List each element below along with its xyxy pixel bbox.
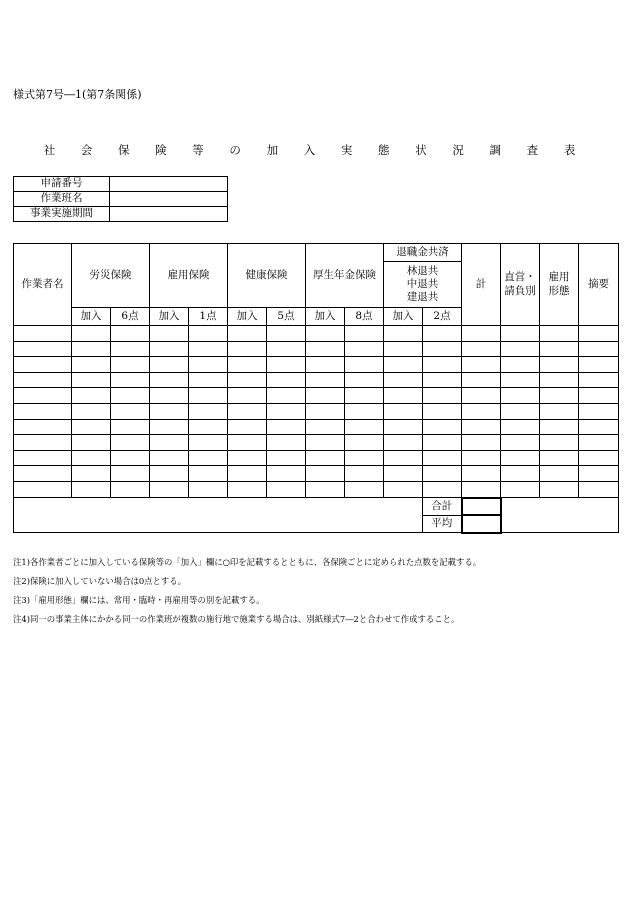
table-cell[interactable] bbox=[501, 372, 540, 388]
table-cell[interactable] bbox=[150, 466, 189, 482]
table-cell[interactable] bbox=[267, 419, 306, 435]
table-cell[interactable] bbox=[501, 341, 540, 357]
table-cell[interactable] bbox=[306, 357, 345, 373]
table-cell[interactable] bbox=[14, 466, 72, 482]
table-cell[interactable] bbox=[189, 450, 228, 466]
table-cell[interactable] bbox=[423, 403, 462, 419]
table-cell[interactable] bbox=[423, 326, 462, 342]
table-cell[interactable] bbox=[579, 403, 619, 419]
table-cell[interactable] bbox=[423, 357, 462, 373]
table-cell[interactable] bbox=[423, 435, 462, 451]
table-cell[interactable] bbox=[462, 450, 501, 466]
header-rosai-kanyu: 加入 bbox=[72, 308, 111, 326]
table-cell[interactable] bbox=[384, 388, 423, 404]
table-cell[interactable] bbox=[14, 326, 72, 342]
table-cell[interactable] bbox=[540, 435, 579, 451]
table-cell[interactable] bbox=[540, 372, 579, 388]
header-taishoku-points: 2点 bbox=[423, 308, 462, 326]
table-cell[interactable] bbox=[384, 357, 423, 373]
table-cell[interactable] bbox=[306, 466, 345, 482]
info-value-application-number[interactable] bbox=[110, 177, 228, 192]
header-kosei: 厚生年金保険 bbox=[306, 244, 384, 308]
table-cell[interactable] bbox=[423, 450, 462, 466]
table-cell[interactable] bbox=[384, 403, 423, 419]
table-cell[interactable] bbox=[189, 466, 228, 482]
info-label-application-number: 申請番号 bbox=[14, 177, 110, 192]
table-cell[interactable] bbox=[462, 435, 501, 451]
table-cell[interactable] bbox=[540, 450, 579, 466]
table-cell[interactable] bbox=[228, 481, 267, 497]
table-cell[interactable] bbox=[111, 357, 150, 373]
table-row bbox=[14, 481, 619, 497]
info-label-work-team: 作業班名 bbox=[14, 192, 110, 207]
table-cell[interactable] bbox=[72, 466, 111, 482]
table-cell[interactable] bbox=[462, 388, 501, 404]
note-4: 注4)同一の事業主体にかかる同一の作業班が複数の施行地で施業する場合は、別紙様式7―2と合わせて作成すること。 bbox=[13, 614, 460, 624]
header-koyo-kanyu: 加入 bbox=[150, 308, 189, 326]
average-value[interactable] bbox=[462, 515, 501, 533]
table-row bbox=[14, 450, 619, 466]
table-cell[interactable] bbox=[540, 388, 579, 404]
table-cell[interactable] bbox=[228, 388, 267, 404]
table-cell[interactable] bbox=[306, 326, 345, 342]
table-cell[interactable] bbox=[72, 341, 111, 357]
table-cell[interactable] bbox=[384, 466, 423, 482]
table-cell[interactable] bbox=[462, 326, 501, 342]
header-taishoku-kanyu: 加入 bbox=[384, 308, 423, 326]
table-cell[interactable] bbox=[72, 403, 111, 419]
data-rows bbox=[14, 326, 619, 498]
table-cell[interactable] bbox=[384, 481, 423, 497]
total-row-blank bbox=[14, 498, 423, 516]
table-cell[interactable] bbox=[150, 326, 189, 342]
header-kenko-kanyu: 加入 bbox=[228, 308, 267, 326]
table-cell[interactable] bbox=[540, 403, 579, 419]
table-cell[interactable] bbox=[228, 435, 267, 451]
header-koyo: 雇用保険 bbox=[150, 244, 228, 308]
table-row bbox=[14, 466, 619, 482]
table-cell[interactable] bbox=[345, 341, 384, 357]
table-cell[interactable] bbox=[72, 450, 111, 466]
table-cell[interactable] bbox=[267, 372, 306, 388]
table-cell[interactable] bbox=[345, 357, 384, 373]
table-cell[interactable] bbox=[150, 450, 189, 466]
table-cell[interactable] bbox=[267, 388, 306, 404]
table-row bbox=[14, 357, 619, 373]
total-label: 合計 bbox=[423, 498, 462, 516]
table-cell[interactable] bbox=[540, 419, 579, 435]
table-cell[interactable] bbox=[579, 388, 619, 404]
header-kosei-kanyu: 加入 bbox=[306, 308, 345, 326]
table-cell[interactable] bbox=[72, 357, 111, 373]
table-cell[interactable] bbox=[150, 419, 189, 435]
table-cell[interactable] bbox=[501, 388, 540, 404]
info-label-period: 事業実施期間 bbox=[14, 207, 110, 222]
taishoku-type-kentaikyo: 建退共 bbox=[406, 291, 439, 304]
header-rosai: 労災保険 bbox=[72, 244, 150, 308]
table-cell[interactable] bbox=[501, 326, 540, 342]
table-cell[interactable] bbox=[228, 326, 267, 342]
table-cell[interactable] bbox=[111, 466, 150, 482]
table-cell[interactable] bbox=[306, 388, 345, 404]
table-cell[interactable] bbox=[189, 326, 228, 342]
total-row-blank-right bbox=[501, 498, 619, 516]
table-cell[interactable] bbox=[579, 372, 619, 388]
table-cell[interactable] bbox=[267, 450, 306, 466]
table-cell[interactable] bbox=[228, 450, 267, 466]
table-cell[interactable] bbox=[540, 481, 579, 497]
table-cell[interactable] bbox=[384, 419, 423, 435]
info-row bbox=[14, 177, 228, 192]
table-cell[interactable] bbox=[345, 403, 384, 419]
table-cell[interactable] bbox=[384, 372, 423, 388]
table-cell[interactable] bbox=[501, 481, 540, 497]
form-code: 様式第7号―1(第7条関係) bbox=[13, 88, 142, 101]
table-cell[interactable] bbox=[111, 435, 150, 451]
table-row bbox=[14, 388, 619, 404]
table-cell[interactable] bbox=[267, 357, 306, 373]
table-cell[interactable] bbox=[267, 403, 306, 419]
table-cell[interactable] bbox=[306, 450, 345, 466]
table-cell[interactable] bbox=[228, 372, 267, 388]
table-cell[interactable] bbox=[579, 326, 619, 342]
table-cell[interactable] bbox=[228, 403, 267, 419]
table-cell[interactable] bbox=[267, 481, 306, 497]
table-cell[interactable] bbox=[501, 435, 540, 451]
info-row bbox=[14, 192, 228, 207]
header-worker-name: 作業者名 bbox=[14, 244, 72, 326]
table-cell[interactable] bbox=[111, 403, 150, 419]
header-direct-contract-line2: 請負別 bbox=[504, 284, 536, 297]
table-cell[interactable] bbox=[189, 357, 228, 373]
table-cell[interactable] bbox=[579, 466, 619, 482]
table-cell[interactable] bbox=[150, 388, 189, 404]
table-cell[interactable] bbox=[345, 435, 384, 451]
header-employment-type-line2: 形態 bbox=[548, 284, 570, 297]
header-koyo-points: 1点 bbox=[189, 308, 228, 326]
table-cell[interactable] bbox=[14, 419, 72, 435]
info-value-period[interactable] bbox=[110, 207, 228, 222]
table-cell[interactable] bbox=[384, 435, 423, 451]
table-cell[interactable] bbox=[267, 341, 306, 357]
table-cell[interactable] bbox=[150, 403, 189, 419]
table-cell[interactable] bbox=[111, 481, 150, 497]
table-cell[interactable] bbox=[14, 388, 72, 404]
table-cell[interactable] bbox=[384, 450, 423, 466]
header-total: 計 bbox=[462, 244, 501, 326]
survey-table bbox=[13, 243, 619, 534]
table-cell[interactable] bbox=[423, 419, 462, 435]
table-cell[interactable] bbox=[189, 403, 228, 419]
average-row bbox=[14, 515, 619, 533]
table-cell[interactable] bbox=[189, 372, 228, 388]
table-cell[interactable] bbox=[384, 341, 423, 357]
table-cell[interactable] bbox=[14, 357, 72, 373]
table-cell[interactable] bbox=[462, 372, 501, 388]
table-cell[interactable] bbox=[228, 466, 267, 482]
total-row bbox=[14, 498, 619, 516]
table-cell[interactable] bbox=[540, 466, 579, 482]
table-cell[interactable] bbox=[423, 341, 462, 357]
table-cell[interactable] bbox=[462, 357, 501, 373]
table-cell[interactable] bbox=[189, 419, 228, 435]
table-cell[interactable] bbox=[228, 419, 267, 435]
table-row bbox=[14, 419, 619, 435]
table-cell[interactable] bbox=[306, 372, 345, 388]
table-cell[interactable] bbox=[384, 326, 423, 342]
header-kosei-points: 8点 bbox=[345, 308, 384, 326]
table-cell[interactable] bbox=[345, 372, 384, 388]
table-cell[interactable] bbox=[14, 341, 72, 357]
table-cell[interactable] bbox=[150, 341, 189, 357]
table-cell[interactable] bbox=[72, 481, 111, 497]
table-cell[interactable] bbox=[14, 450, 72, 466]
table-cell[interactable] bbox=[14, 481, 72, 497]
table-cell[interactable] bbox=[306, 419, 345, 435]
table-cell[interactable] bbox=[423, 388, 462, 404]
table-cell[interactable] bbox=[150, 357, 189, 373]
table-cell[interactable] bbox=[189, 341, 228, 357]
table-cell[interactable] bbox=[345, 481, 384, 497]
table-cell[interactable] bbox=[150, 372, 189, 388]
header-employment-type-line1: 雇用 bbox=[548, 271, 570, 284]
table-cell[interactable] bbox=[462, 419, 501, 435]
header-employment-type bbox=[540, 244, 579, 326]
table-cell[interactable] bbox=[501, 403, 540, 419]
info-value-work-team[interactable] bbox=[110, 192, 228, 207]
table-cell[interactable] bbox=[14, 435, 72, 451]
info-table bbox=[13, 176, 228, 222]
table-cell[interactable] bbox=[306, 481, 345, 497]
table-cell[interactable] bbox=[306, 435, 345, 451]
table-cell[interactable] bbox=[150, 481, 189, 497]
table-cell[interactable] bbox=[501, 466, 540, 482]
table-row bbox=[14, 403, 619, 419]
note-2: 注2)保険に加入していない場合は0点とする。 bbox=[13, 576, 187, 586]
table-cell[interactable] bbox=[501, 419, 540, 435]
table-cell[interactable] bbox=[189, 435, 228, 451]
average-row-blank bbox=[14, 515, 423, 533]
table-cell[interactable] bbox=[540, 326, 579, 342]
table-cell[interactable] bbox=[579, 481, 619, 497]
table-cell[interactable] bbox=[267, 466, 306, 482]
table-cell[interactable] bbox=[150, 435, 189, 451]
table-cell[interactable] bbox=[306, 341, 345, 357]
taishoku-type-chutaikyo: 中退共 bbox=[406, 277, 439, 290]
header-direct-contract bbox=[501, 244, 540, 326]
table-cell[interactable] bbox=[306, 403, 345, 419]
table-cell[interactable] bbox=[345, 326, 384, 342]
table-cell[interactable] bbox=[228, 357, 267, 373]
table-cell[interactable] bbox=[111, 372, 150, 388]
table-cell[interactable] bbox=[111, 388, 150, 404]
table-cell[interactable] bbox=[345, 450, 384, 466]
table-cell[interactable] bbox=[189, 388, 228, 404]
table-cell[interactable] bbox=[423, 466, 462, 482]
table-cell[interactable] bbox=[423, 372, 462, 388]
table-cell[interactable] bbox=[462, 403, 501, 419]
info-row bbox=[14, 207, 228, 222]
table-row bbox=[14, 372, 619, 388]
table-cell[interactable] bbox=[423, 481, 462, 497]
note-1: 注1)各作業者ごとに加入している保険等の「加入」欄に○印を記載するとともに、各保険ごとに定められた点数を記載する。 bbox=[13, 557, 482, 567]
table-cell[interactable] bbox=[72, 388, 111, 404]
header-direct-contract-line1: 直営・ bbox=[504, 271, 536, 284]
table-cell[interactable] bbox=[72, 419, 111, 435]
table-cell[interactable] bbox=[579, 341, 619, 357]
header-taishoku-types bbox=[384, 262, 462, 308]
table-cell[interactable] bbox=[540, 341, 579, 357]
average-row-blank-right bbox=[501, 515, 619, 533]
header-taishoku: 退職金共済 bbox=[384, 244, 462, 262]
note-3: 注3)「雇用形態」欄には、常用・臨時・再雇用等の別を記載する。 bbox=[13, 595, 265, 605]
table-cell[interactable] bbox=[267, 326, 306, 342]
header-kenko-points: 5点 bbox=[267, 308, 306, 326]
table-cell[interactable] bbox=[462, 466, 501, 482]
total-value[interactable] bbox=[462, 498, 501, 516]
table-cell[interactable] bbox=[72, 435, 111, 451]
table-cell[interactable] bbox=[501, 357, 540, 373]
header-kenko: 健康保険 bbox=[228, 244, 306, 308]
table-cell[interactable] bbox=[579, 450, 619, 466]
table-cell[interactable] bbox=[579, 357, 619, 373]
table-cell[interactable] bbox=[267, 435, 306, 451]
table-cell[interactable] bbox=[579, 419, 619, 435]
table-row bbox=[14, 341, 619, 357]
table-cell[interactable] bbox=[345, 466, 384, 482]
table-cell[interactable] bbox=[111, 419, 150, 435]
table-cell[interactable] bbox=[462, 341, 501, 357]
table-cell[interactable] bbox=[189, 481, 228, 497]
taishoku-type-rintaikyo: 林退共 bbox=[406, 264, 439, 277]
table-cell[interactable] bbox=[228, 341, 267, 357]
table-row bbox=[14, 435, 619, 451]
table-cell[interactable] bbox=[14, 372, 72, 388]
table-cell[interactable] bbox=[540, 357, 579, 373]
table-cell[interactable] bbox=[579, 435, 619, 451]
table-cell[interactable] bbox=[345, 419, 384, 435]
table-cell[interactable] bbox=[14, 403, 72, 419]
table-cell[interactable] bbox=[111, 326, 150, 342]
table-cell[interactable] bbox=[111, 341, 150, 357]
header-rosai-points: 6点 bbox=[111, 308, 150, 326]
table-cell[interactable] bbox=[72, 372, 111, 388]
table-cell[interactable] bbox=[501, 450, 540, 466]
average-label: 平均 bbox=[423, 515, 462, 533]
table-cell[interactable] bbox=[111, 450, 150, 466]
table-row bbox=[14, 326, 619, 342]
header-remarks: 摘要 bbox=[579, 244, 619, 326]
table-cell[interactable] bbox=[462, 481, 501, 497]
document-title: 社 会 保 険 等 の 加 入 実 態 状 況 調 査 表 bbox=[43, 143, 587, 157]
table-cell[interactable] bbox=[345, 388, 384, 404]
table-cell[interactable] bbox=[72, 326, 111, 342]
